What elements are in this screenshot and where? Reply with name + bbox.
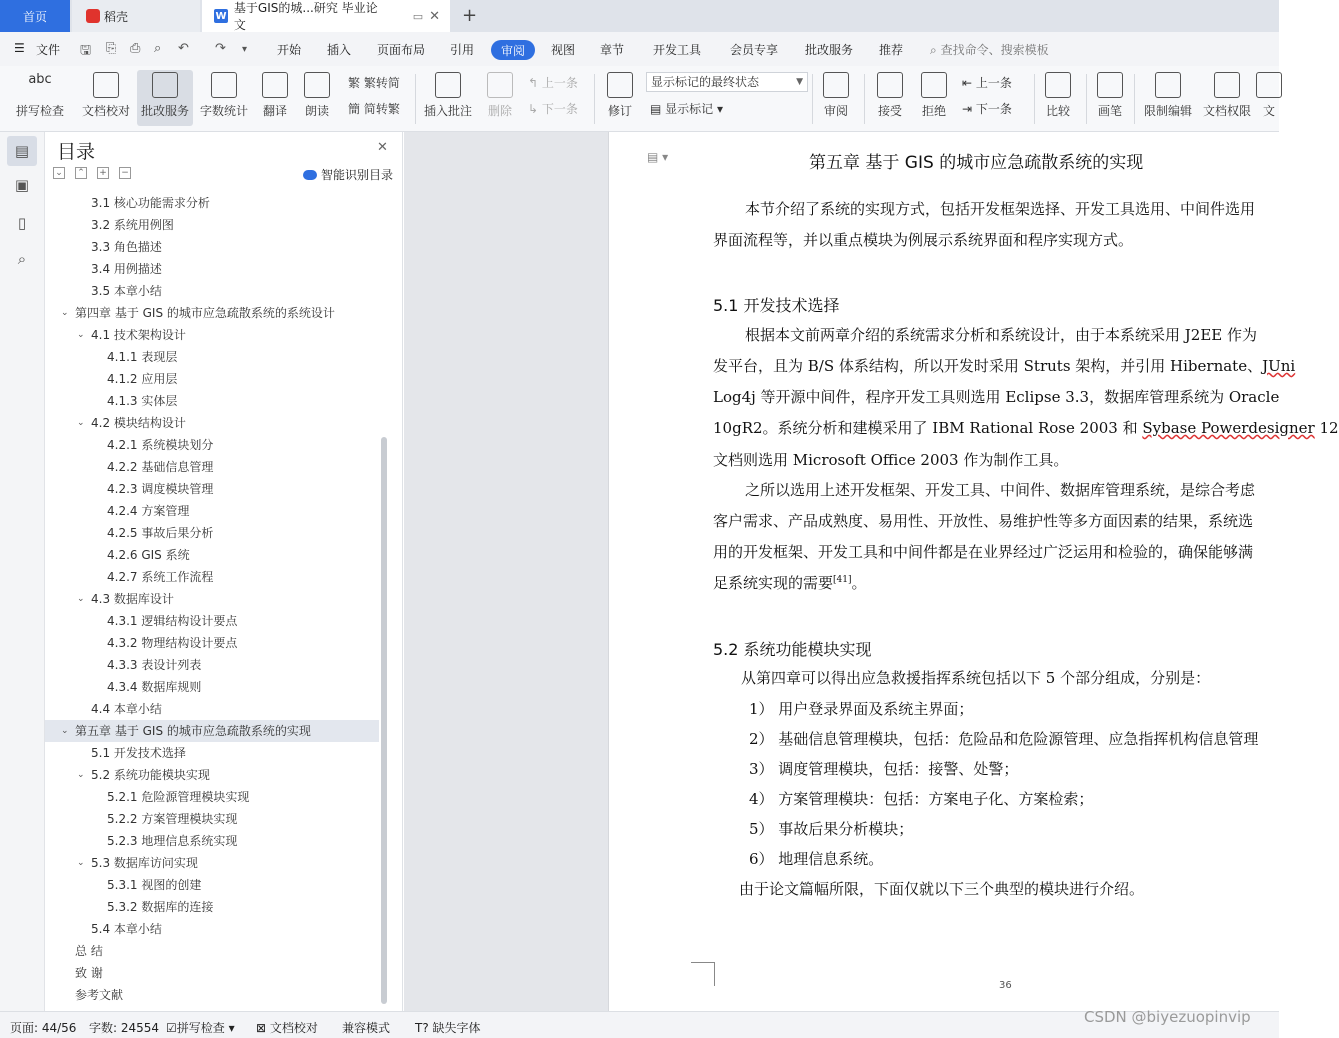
toc-item-label: 4.1.3 实体层 [107,394,178,408]
word-count-label: 字数统计 [199,104,248,118]
para2-line-2: 客户需求、产品成熟度、易用性、开放性、易维护性等多方面因素的结果，系统选 [713,512,1254,530]
toc-item[interactable] [45,302,379,324]
checkbox-icon: ☑ [166,1021,177,1035]
print-icon[interactable]: ⎙ [130,41,141,56]
toc-item[interactable] [45,390,379,412]
status-doc-proof[interactable] [256,1019,318,1036]
toc-item[interactable] [45,456,379,478]
accept-label: 接受 [877,104,902,118]
next-comment-icon: ↳ [528,102,539,116]
translate-button[interactable] [255,70,295,126]
menu-view[interactable]: 视图 [551,43,576,57]
para1-line-5: 文档则选用 Microsoft Office 2003 作为制作工具。 [713,451,1069,469]
smart-detect-toc-button[interactable] [303,166,393,183]
intro-line-2: 界面流程等，并以重点模块为例展示系统界面和程序实现方式。 [713,231,1134,249]
menu-page-layout[interactable]: 页面布局 [377,43,426,57]
toc-item[interactable] [45,566,379,588]
next-change-label: 下一条 [975,102,1012,116]
tab-document[interactable] [202,0,450,32]
ribbon-separator [812,74,813,124]
menu-references[interactable]: 引用 [450,43,475,57]
insert-comment-label: 插入批注 [423,104,472,118]
pen-label: 画笔 [1097,104,1122,118]
tab-daoke[interactable] [72,0,200,32]
restrict-edit-icon [1155,72,1181,98]
accept-button[interactable] [870,70,910,126]
delete-comment-label: 删除 [487,104,512,118]
toc-item[interactable] [45,280,379,302]
toc-item-label: 5.2 系统功能模块实现 [91,768,210,782]
reject-button[interactable] [914,70,954,126]
compare-label: 比较 [1045,104,1070,118]
toc-item[interactable] [45,830,379,852]
prev-change-button[interactable] [962,74,1012,91]
toc-item[interactable] [45,588,379,610]
next-change-button[interactable] [962,100,1012,117]
tab-home[interactable] [0,0,70,32]
quick-access-dropdown-icon[interactable]: ▾ [242,44,248,55]
trad-to-simp-button[interactable] [348,74,400,91]
toc-toolbar [53,167,131,179]
review-pane-label: 审阅 [823,104,848,118]
next-comment-button[interactable] [528,100,578,117]
toc-item[interactable] [45,522,379,544]
para4: 由于论文篇幅所限，下面仅就以下三个典型的模块进行介绍。 [739,880,1145,898]
toc-item[interactable] [45,632,379,654]
toc-item[interactable] [45,984,379,1006]
markup-display-value: 显示标记的最终状态 [651,75,760,89]
translate-label: 翻译 [262,104,287,118]
toc-item-label: 4.2 模块结构设计 [91,416,186,430]
list-item: 6） 地理信息系统。 [749,850,884,868]
para2-line-3: 用的开发框架、开发工具和中间件都是在业界经过广泛运用和检验的，确保能够满 [713,543,1254,561]
para1-line-4-text: 10gR2。系统分析和建模采用了 IBM Rational Rose 2003 和 [713,419,1143,437]
status-missing-font[interactable] [415,1019,481,1036]
list-item: 4） 方案管理模块：包括：方案电子化、方案检索； [749,790,1094,808]
toc-item[interactable] [45,544,379,566]
new-tab-button[interactable]: + [462,5,478,26]
window-restore-icon[interactable]: ▭ [412,9,424,23]
compare-icon [1045,72,1071,98]
review-pane-button[interactable] [816,70,856,126]
toc-panel [45,132,403,1011]
doc-permission-icon [1214,72,1240,98]
word-count-icon [211,72,237,98]
toc-item-label: 5.2.2 方案管理模块实现 [107,812,238,826]
review-pane-icon [823,72,849,98]
toc-item[interactable] [45,852,379,874]
next-comment-label: 下一条 [541,102,578,116]
menu-recommend[interactable]: 推荐 [879,43,904,57]
toc-item[interactable] [45,324,379,346]
para3: 从第四章可以得出应急救援指挥系统包括以下 5 个部分组成，分别是： [741,669,1211,687]
ribbon-separator [1034,74,1035,124]
toc-item-label: 4.4 本章小结 [91,702,162,716]
prev-comment-label: 上一条 [541,76,578,90]
collapse-all-icon[interactable]: ⌄ [53,167,65,179]
menu-correction[interactable]: 批改服务 [805,43,854,57]
doc-proof-icon: ⊠ [256,1021,267,1035]
toc-item-label: 参考文献 [75,988,124,1002]
simp-to-trad-label: 简转繁 [363,102,400,116]
ribbon-separator [594,74,595,124]
print-preview-icon[interactable]: ⌕ [154,41,162,56]
redo-icon[interactable]: ↷ [215,41,226,56]
toc-item-label: 5.4 本章小结 [91,922,162,936]
spell-check-button[interactable] [10,70,70,126]
read-aloud-icon [304,72,330,98]
correction-service-label: 批改服务 [140,104,189,118]
toc-item-label: 4.2.5 事故后果分析 [107,526,214,540]
chevron-down-icon[interactable]: ⌄ [77,330,85,340]
toc-item-label: 4.3.2 物理结构设计要点 [107,636,238,650]
toc-item[interactable] [45,434,379,456]
chapter-title: 第五章 基于 GIS 的城市应急疏散系统的实现 [809,153,1144,173]
list-item: 3） 调度管理模块，包括：接警、处警； [749,760,1019,778]
page-number: 36 [999,980,1012,991]
toc-item[interactable] [45,698,379,720]
toc-item[interactable] [45,896,379,918]
restrict-edit-button[interactable] [1140,70,1196,126]
show-markup-icon: ▤ [650,102,662,116]
toc-item-label: 5.3.2 数据库的连接 [107,900,214,914]
doc-permission-button[interactable] [1199,70,1255,126]
toc-item[interactable] [45,478,379,500]
save-icon[interactable]: 🖫 [80,43,92,58]
command-search[interactable] [930,41,1049,58]
toc-item-label: 5.3.1 视图的创建 [107,878,202,892]
para2-line-4 [713,572,867,593]
show-markup-label: 显示标记 [665,102,714,116]
search-icon: ⌕ [930,43,937,57]
toc-item-label: 致 谢 [75,966,103,980]
toc-item[interactable] [45,786,379,808]
close-tab-icon[interactable]: ✕ [429,8,440,24]
ribbon-review [0,66,1279,132]
para2-line-1: 之所以选用上述开发框架、开发工具、中间件、数据库管理系统，是综合考虑 [745,481,1256,499]
prev-comment-icon: ↰ [528,76,539,90]
list-item: 5） 事故后果分析模块； [749,820,914,838]
toc-item-label: 4.2.4 方案管理 [107,504,190,518]
menu-insert[interactable]: 插入 [327,43,352,57]
toc-item[interactable] [45,346,379,368]
toc-item-label: 3.1 核心功能需求分析 [91,196,210,210]
para1-line-1: 根据本文前两章介绍的系统需求分析和系统设计，由于本系统采用 J2EE 作为 [745,326,1257,344]
toc-item-label: 4.3.1 逻辑结构设计要点 [107,614,238,628]
read-aloud-button[interactable] [299,70,335,126]
export-pdf-icon[interactable]: ⎘ [106,41,117,56]
reject-label: 拒绝 [921,104,946,118]
toc-item[interactable] [45,720,379,742]
smart-detect-icon [303,170,317,180]
toc-item-label: 4.3.4 数据库规则 [107,680,202,694]
toc-item-label: 4.2.7 系统工作流程 [107,570,214,584]
track-changes-button[interactable] [600,70,640,126]
toc-scrollbar[interactable] [379,192,389,1007]
toc-item[interactable] [45,654,379,676]
chevron-down-icon[interactable]: ⌄ [77,594,85,604]
toc-item-label: 3.3 角色描述 [91,240,162,254]
toc-item-label: 4.1.1 表现层 [107,350,178,364]
nav-strip [0,132,45,1011]
toc-item-label: 5.2.3 地理信息系统实现 [107,834,238,848]
list-item: 1） 用户登录界面及系统主界面； [749,700,974,718]
word-count-button[interactable] [198,70,250,126]
remove-level-icon[interactable]: − [119,167,131,179]
toc-list [45,192,379,1007]
spell-check-label: 拼写检查 [15,104,64,118]
toc-item-label: 4.2.3 调度模块管理 [107,482,214,496]
toc-item[interactable] [45,918,379,940]
toc-item-label: 第四章 基于 GIS 的城市应急疏散系统的系统设计 [75,306,335,320]
chevron-down-icon: ▼ [796,77,803,87]
section-heading-5-2: 5.2 系统功能模块实现 [713,640,872,659]
bookmark-icon[interactable]: ▯ [17,214,27,232]
toc-item-label: 5.2.1 危险源管理模块实现 [107,790,250,804]
search-icon[interactable]: ⌕ [17,250,27,268]
trad-to-simp-icon: 繁 [348,76,361,90]
simp-to-trad-button[interactable] [348,100,400,117]
status-doc-proof-label: 文档校对 [269,1021,318,1035]
toc-item[interactable] [45,764,379,786]
toc-item[interactable] [45,412,379,434]
para2-line-4-end: 。 [851,574,867,592]
doc-proof-label: 文档校对 [81,104,130,118]
toc-item-label: 4.2.6 GIS 系统 [107,548,190,562]
chevron-down-icon[interactable]: ⌄ [77,418,85,428]
menu-start[interactable]: 开始 [277,43,302,57]
restrict-edit-label: 限制编辑 [1143,104,1192,118]
next-change-icon: ⇥ [962,102,973,116]
para1-line-2-text: 发平台，且为 B/S 体系结构，所以开发时采用 Struts 架构，并引用 Hibernate、 [713,357,1263,375]
para1-line-4-end: 12 [1314,419,1339,437]
toc-item-label: 3.5 本章小结 [91,284,162,298]
translate-icon [262,72,288,98]
status-missing-font-label: 缺失字体 [432,1021,481,1035]
para2-line-4-text: 足系统实现的需要 [713,574,834,592]
toc-item[interactable] [45,236,379,258]
smart-detect-label: 智能识别目录 [321,168,394,182]
intro-line-1: 本节介绍了系统的实现方式，包括开发框架选择、开发工具选用、中间件选用 [745,200,1256,218]
hamburger-icon[interactable]: ☰ [14,41,25,55]
accept-icon [877,72,903,98]
chevron-down-icon[interactable]: ⌄ [61,308,69,318]
toc-title: 目录 [57,141,96,163]
ribbon-separator [864,74,865,124]
tab-home-label: 首页 [22,9,47,24]
menu-file[interactable]: 文件 [36,43,61,57]
doc-more-label: 文 [1262,104,1275,118]
writer-doc-icon: W [215,10,227,22]
read-aloud-label: 朗读 [304,104,329,118]
daoke-logo-icon [86,9,100,23]
toc-item-label: 4.2.1 系统模块划分 [107,438,214,452]
reject-icon [921,72,947,98]
markup-display-select[interactable] [646,72,808,92]
menu-chapter[interactable]: 章节 [600,43,625,57]
doc-permission-label: 文档权限 [1202,104,1251,118]
chevron-down-icon[interactable]: ⌄ [77,770,85,780]
toc-item[interactable] [45,192,379,214]
section-heading-5-1: 5.1 开发技术选择 [713,296,840,315]
prev-change-icon: ⇤ [962,76,973,90]
doc-more-icon [1256,72,1282,98]
toc-item[interactable] [45,874,379,896]
menu-review[interactable]: 审阅 [491,40,535,60]
insert-comment-icon [435,72,461,98]
toc-item-label: 5.1 开发技术选择 [91,746,186,760]
toc-item[interactable] [45,500,379,522]
spell-check-icon: abc [28,72,52,87]
track-changes-icon [607,72,633,98]
ribbon-separator [1086,74,1087,124]
toc-item[interactable] [45,962,379,984]
status-word-count[interactable]: 字数: 24554 [89,1021,160,1035]
list-item: 2） 基础信息管理模块，包括：危险品和危险源管理、应急指挥机构信息管理 [749,730,1259,748]
undo-icon[interactable]: ↶ [178,41,189,56]
toc-item[interactable] [45,214,379,236]
toc-item[interactable] [45,676,379,698]
prev-change-label: 上一条 [975,76,1012,90]
close-icon[interactable]: ✕ [377,140,388,155]
pen-button[interactable] [1092,70,1128,126]
tab-bar [0,0,1279,32]
tab-daoke-label: 稻壳 [104,9,129,24]
command-search-placeholder: 查找命令、搜索模板 [940,43,1049,57]
doc-proof-button[interactable] [78,70,134,126]
toc-item-label: 总 结 [75,944,103,958]
status-spell-check[interactable]: ☑拼写检查 ▾ [166,1021,235,1035]
status-compat-mode: 兼容模式 [342,1021,391,1035]
simp-to-trad-icon: 簡 [348,102,361,116]
chevron-down-icon[interactable]: ⌄ [77,858,85,868]
correction-service-icon [152,72,178,98]
correction-service-button[interactable] [137,70,193,126]
doc-more-button[interactable] [1259,70,1279,126]
toc-item[interactable] [45,808,379,830]
pen-icon [1097,72,1123,98]
trad-to-simp-label: 繁转简 [363,76,400,90]
delete-comment-button[interactable] [480,70,520,126]
show-markup-button[interactable]: ▤ 显示标记 ▾ [650,102,724,116]
toc-item-label: 4.2.2 基础信息管理 [107,460,214,474]
toc-item-label: 4.1.2 应用层 [107,372,178,386]
para1-line-2-junit: JUni [1262,357,1296,375]
toc-item[interactable] [45,610,379,632]
missing-font-icon: T? [415,1021,429,1035]
page-margin-marker [691,962,715,986]
para1-line-3: Log4j 等开源中间件，程序开发工具则选用 Eclipse 3.3，数据库管理系统为 Oracle [713,388,1280,406]
chapter-nav-icon[interactable]: ▣ [14,176,30,194]
toc-item[interactable] [45,368,379,390]
para1-line-4 [713,417,1339,438]
expand-up-icon[interactable]: ⌃ [75,167,87,179]
tab-document-label: 基于GIS的城...研究 毕业论文 [233,1,378,32]
status-page[interactable]: 页面: 44/56 [10,1021,77,1035]
toc-item-label: 5.3 数据库访问实现 [91,856,198,870]
watermark: CSDN @biyezuopinvip [1084,1008,1251,1026]
document-page[interactable] [608,132,1339,1011]
toc-item[interactable] [45,258,379,280]
compare-button[interactable] [1038,70,1078,126]
toc-item-label: 4.3 数据库设计 [91,592,174,606]
para1-line-2 [713,355,1295,376]
toc-item-label: 4.3.3 表设计列表 [107,658,202,672]
toc-scroll-thumb[interactable] [381,437,387,1004]
delete-comment-icon [487,72,513,98]
toc-item[interactable] [45,940,379,962]
add-level-icon[interactable]: + [97,167,109,179]
toc-item-label: 第五章 基于 GIS 的城市应急疏散系统的实现 [75,724,311,738]
toc-item-label: 3.4 用例描述 [91,262,162,276]
menu-bar [0,32,1279,66]
toc-panel-icon[interactable]: ▤ [7,136,37,166]
ribbon-separator [415,74,416,124]
document-options-icon[interactable]: ▤ ▾ [647,150,669,164]
prev-comment-button[interactable] [528,74,578,91]
menu-member[interactable]: 会员专享 [730,43,779,57]
toc-item[interactable] [45,742,379,764]
menu-developer[interactable]: 开发工具 [653,43,702,57]
chevron-down-icon[interactable]: ⌄ [61,726,69,736]
ribbon-separator [1134,74,1135,124]
citation-ref: [41] [833,575,852,585]
toc-item-label: 3.2 系统用例图 [91,218,174,232]
para1-line-4-sybase: Sybase Powerdesigner [1142,419,1315,437]
doc-proof-icon [93,72,119,98]
toc-item-label: 4.1 技术架构设计 [91,328,186,342]
track-changes-label: 修订 [607,104,632,118]
status-spell-check-label: 拼写检查 [176,1021,225,1035]
insert-comment-button[interactable] [420,70,476,126]
